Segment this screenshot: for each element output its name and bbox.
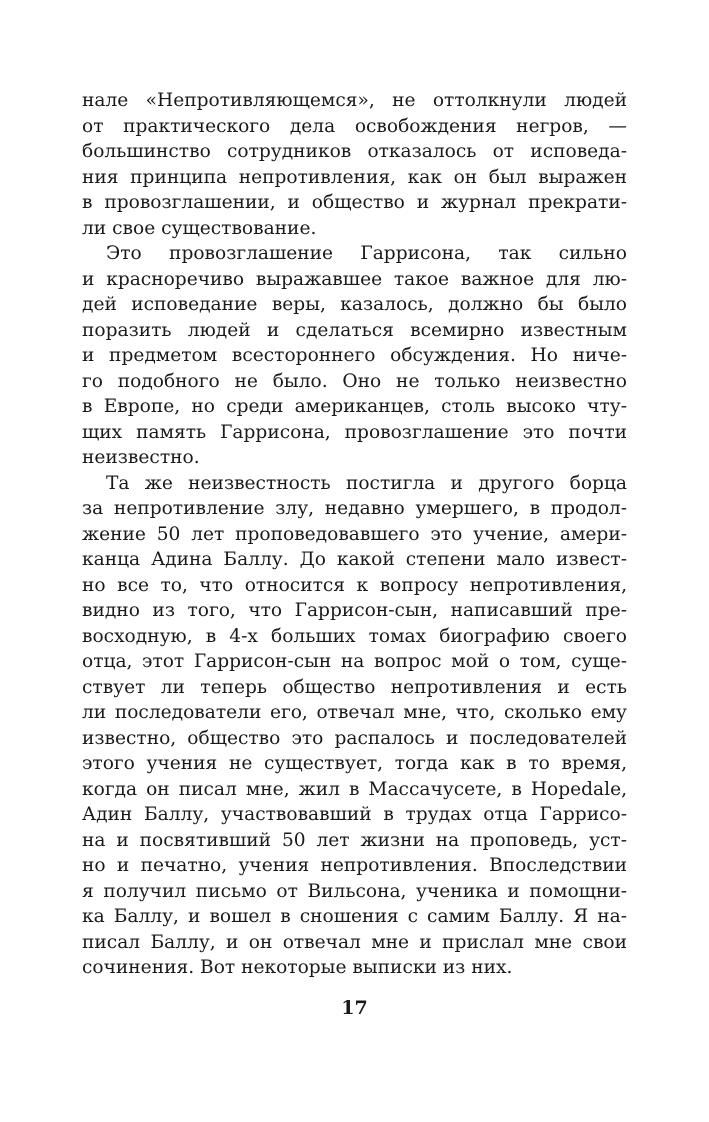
- text-line: Та же неизвестность постигла и другого борца: [106, 472, 627, 494]
- text-line: ния принципа непротивления, как он был выражен: [82, 166, 627, 188]
- text-line: неизвестно.: [82, 447, 200, 468]
- text-line: поразить людей и сделаться всемирно известным: [82, 319, 627, 341]
- text-line: и красноречиво выражавшее такое важное для лю-: [82, 268, 627, 290]
- text-line: большинство сотрудников отказалось от исповеда-: [82, 141, 627, 162]
- text-line: Это провозглашение Гаррисона, так сильно: [106, 243, 627, 264]
- paragraph: [82, 471, 627, 981]
- text-line: сочинения. Вот некоторые выписки из них.: [82, 957, 513, 978]
- text-line: отца, этот Гаррисон-сын на вопрос мой о том, суще-: [82, 651, 627, 672]
- text-line: го подобного не было. Оно не только неизвестно: [82, 370, 627, 392]
- text-line: от практического дела освобождения негров, —: [82, 115, 627, 137]
- text-line: канца Адина Баллу. До какой степени мало извест-: [82, 549, 627, 570]
- text-line: нале «Непротивляющемся», не оттолкнули людей: [82, 90, 627, 111]
- text-line: ка Баллу, и вошел в сношения с самим Баллу. Я на-: [82, 906, 627, 927]
- text-line: на и посвятивший 50 лет жизни на проповедь, уст-: [82, 829, 627, 851]
- text-line: писал Баллу, и он отвечал мне и прислал мне свои: [82, 931, 627, 953]
- text-line: но все то, что относится к вопросу непротивления,: [82, 574, 627, 596]
- page-text: [82, 88, 627, 981]
- text-line: ли последователи его, отвечал мне, что, сколько ему: [82, 702, 627, 723]
- text-line: за непротивление злу, недавно умершего, в продол-: [82, 498, 627, 519]
- text-line: я получил письмо от Вильсона, ученика и помощни-: [82, 880, 627, 902]
- text-line: восходную, в 4-х больших томах биографию своего: [82, 625, 627, 647]
- text-line: этого учения не существует, тогда как в то время,: [82, 753, 627, 774]
- text-line: видно из того, что Гаррисон-сын, написавший пре-: [82, 600, 627, 621]
- text-line: ли свое существование.: [82, 217, 317, 239]
- text-line: жение 50 лет проповедовавшего это учение, амери-: [82, 523, 627, 545]
- text-line: Адин Баллу, участвовавший в трудах отца Гаррисо-: [82, 804, 627, 825]
- text-line: известно, общество это распалось и последователей: [82, 727, 627, 749]
- text-line: ствует ли теперь общество непротивления и есть: [82, 676, 627, 698]
- text-line: в провозглашении, и общество и журнал прекрати-: [82, 192, 627, 213]
- text-line: и предметом всестороннего обсуждения. Но ниче-: [82, 345, 627, 366]
- page-number: 17: [341, 997, 368, 1019]
- text-line: когда он писал мне, жил в Массачусете, в Hopedale,: [82, 778, 627, 800]
- text-line: но и печатно, учения непротивления. Впоследствии: [82, 855, 627, 876]
- paragraph: [82, 241, 627, 471]
- text-line: в Европе, но среди американцев, столь высоко чту-: [82, 396, 627, 417]
- text-line: щих память Гаррисона, провозглашение это почти: [82, 421, 627, 443]
- paragraph: [82, 88, 627, 241]
- text-line: дей исповедание веры, казалось, должно бы было: [82, 294, 627, 315]
